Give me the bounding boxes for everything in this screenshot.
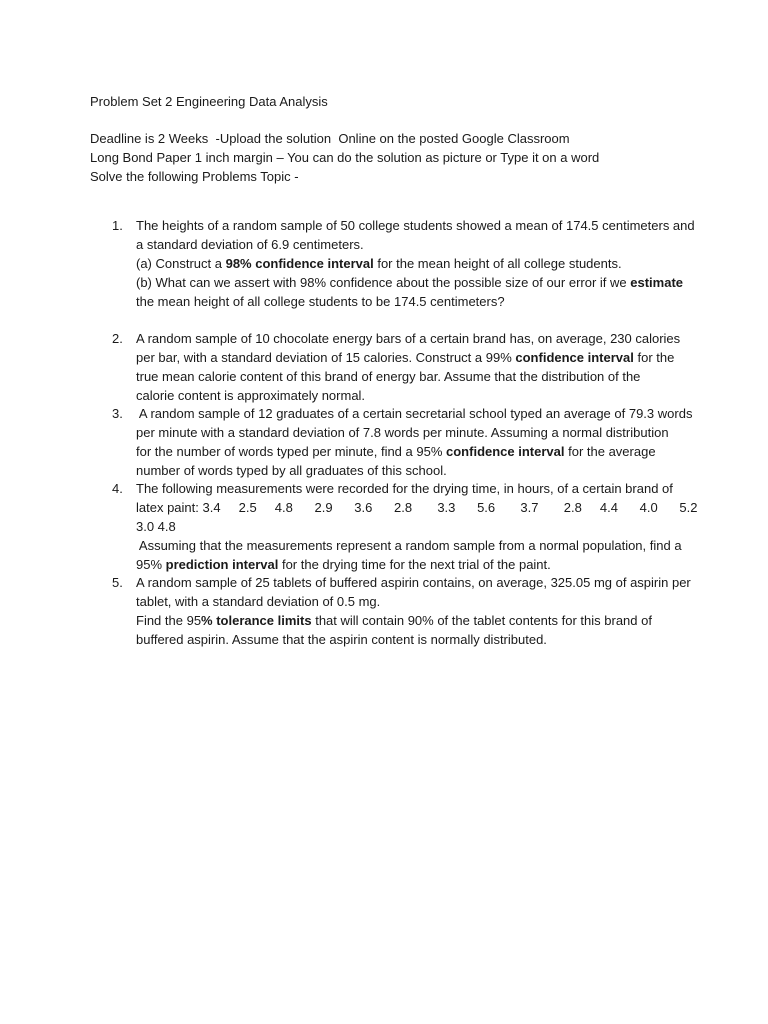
problem-4-line-5-text-a: 95% <box>136 557 166 572</box>
problem-1-line-3-text-b: for the mean height of all college students. <box>373 256 622 271</box>
problem-3-number: 3. <box>112 406 123 421</box>
problem-2-line-2 <box>136 348 674 367</box>
instruction-deadline: Deadline is 2 Weeks -Upload the solution Online on the posted Google Classroom <box>90 131 570 146</box>
problem-4-measurements: latex paint: 3.4 2.5 4.8 2.9 3.6 2.8 3.3 5.6 3.7 2.8 4.4 4.0 5.2 <box>136 500 698 515</box>
problem-4-line-4: Assuming that the measurements represent a random sample from a normal population, find a <box>136 538 682 553</box>
problem-3-line-2: per minute with a standard deviation of 7.8 words per minute. Assuming a normal distribution <box>136 425 669 440</box>
problem-5-line-1: A random sample of 25 tablets of buffered aspirin contains, on average, 325.05 mg of aspirin per <box>136 575 691 590</box>
problem-3-line-3-text-a: for the number of words typed per minute, find a 95% <box>136 444 447 459</box>
problem-2-bold-confidence-interval: confidence interval <box>515 350 634 365</box>
problem-2-line-4: calorie content is approximately normal. <box>136 388 366 403</box>
problem-2-number: 2. <box>112 331 123 346</box>
problem-5-line-3-text-b: that will contain 90% of the tablet contents for this brand of <box>311 613 652 628</box>
problem-5-line-2: tablet, with a standard deviation of 0.5 mg. <box>136 594 381 609</box>
problem-2-line-1: A random sample of 10 chocolate energy bars of a certain brand has, on average, 230 calories <box>136 331 681 346</box>
problem-2-line-2-text-b: for the <box>633 350 675 365</box>
problem-2-line-3: true mean calorie content of this brand of energy bar. Assume that the distribution of the <box>136 369 641 384</box>
problem-1-line-1: The heights of a random sample of 50 college students showed a mean of 174.5 centimeters and <box>136 218 695 233</box>
problem-5-line-4: buffered aspirin. Assume that the aspirin content is normally distributed. <box>136 632 547 647</box>
problem-1-line-3 <box>136 254 622 273</box>
problem-5-line-3 <box>136 611 652 630</box>
problem-3-line-1: A random sample of 12 graduates of a certain secretarial school typed an average of 79.3 words <box>136 406 693 421</box>
problem-1-bold-confidence-interval: 98% confidence interval <box>225 256 374 271</box>
problem-5-number: 5. <box>112 575 123 590</box>
problem-4-line-1: The following measurements were recorded for the drying time, in hours, of a certain brand of <box>136 481 673 496</box>
problem-4-line-5-text-b: for the drying time for the next trial of the paint. <box>278 557 551 572</box>
problem-4-number: 4. <box>112 481 123 496</box>
problem-3-line-3-text-b: for the average <box>564 444 656 459</box>
problem-4-line-5 <box>136 555 551 574</box>
problem-1-line-2: a standard deviation of 6.9 centimeters. <box>136 237 364 252</box>
problem-1-line-3-text-a: (a) Construct a <box>136 256 226 271</box>
problem-3-bold-confidence-interval: confidence interval <box>446 444 565 459</box>
problem-4-measurements-cont: 3.0 4.8 <box>136 519 176 534</box>
problem-4-bold-prediction-interval: prediction interval <box>165 557 279 572</box>
problem-3-line-3 <box>136 442 656 461</box>
problem-1-bold-estimate: estimate <box>630 275 683 290</box>
problem-5-line-3-text-a: Find the 95 <box>136 613 202 628</box>
problem-3-line-4: number of words typed by all graduates of this school. <box>136 463 447 478</box>
problem-1-line-4 <box>136 273 683 292</box>
document-title: Problem Set 2 Engineering Data Analysis <box>90 94 328 109</box>
instruction-solve: Solve the following Problems Topic - <box>90 169 299 184</box>
problem-2-line-2-text-a: per bar, with a standard deviation of 15 calories. Construct a 99% <box>136 350 516 365</box>
problem-1-line-4-text-a: (b) What can we assert with 98% confidence about the possible size of our error if we <box>136 275 631 290</box>
instruction-paper: Long Bond Paper 1 inch margin – You can do the solution as picture or Type it on a word <box>90 150 600 165</box>
problem-1-line-5: the mean height of all college students to be 174.5 centimeters? <box>136 294 505 309</box>
problem-5-bold-tolerance-limits: % tolerance limits <box>201 613 312 628</box>
problem-1-number: 1. <box>112 218 123 233</box>
